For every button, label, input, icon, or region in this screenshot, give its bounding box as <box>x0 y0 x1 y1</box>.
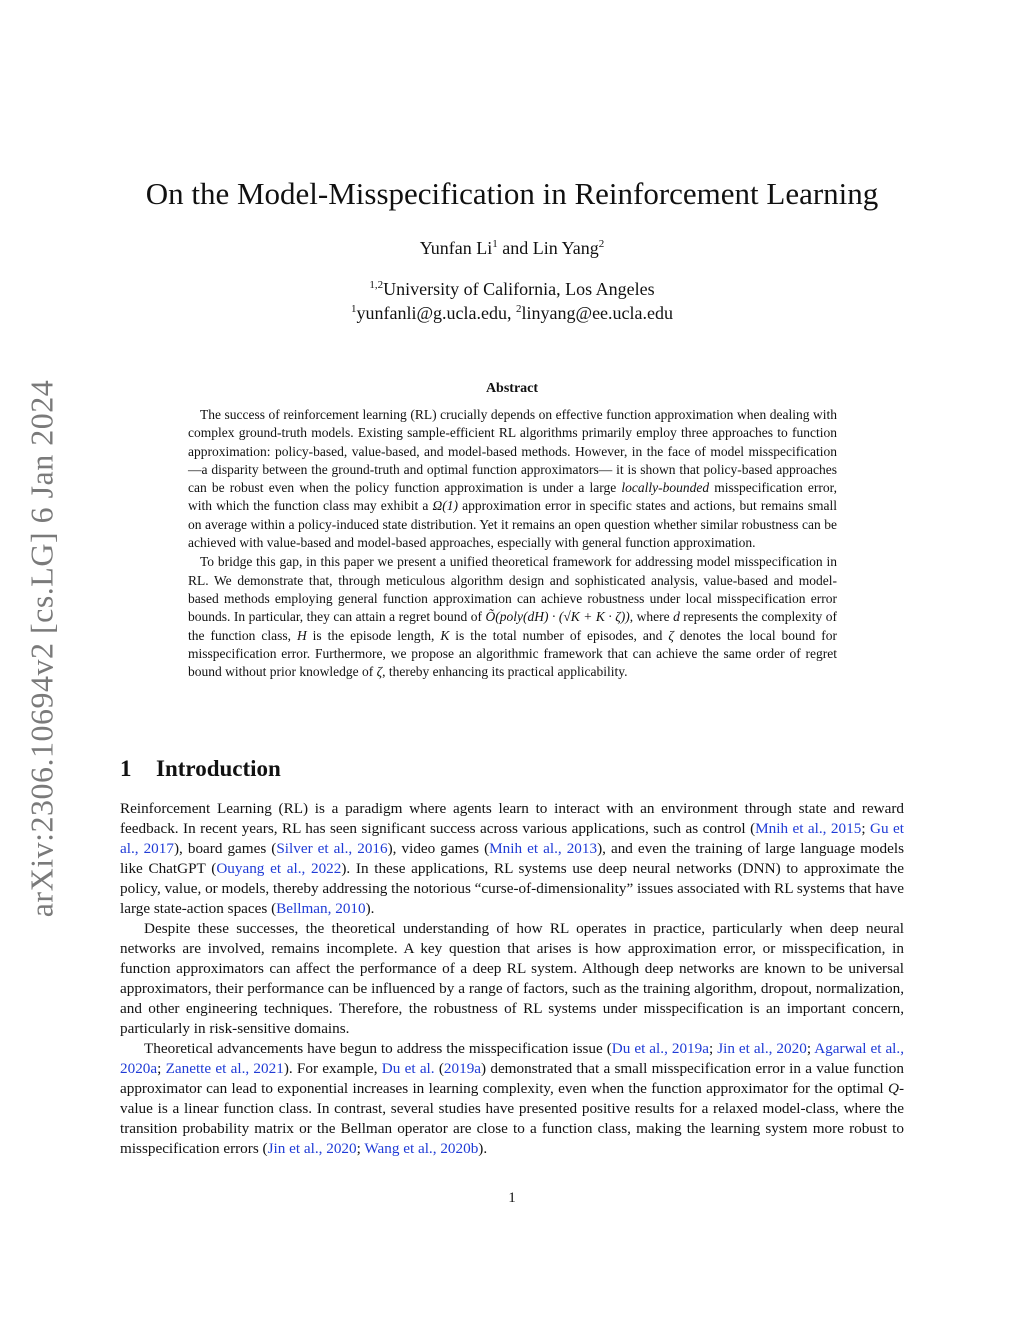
abstract-text: is the total number of episodes, and <box>449 627 669 643</box>
abstract-text: , where <box>629 609 674 625</box>
body-text: ). For example, <box>283 1060 382 1077</box>
body-text: ; <box>356 1140 365 1157</box>
body-text: ). <box>365 900 375 917</box>
abstract-body <box>188 406 837 681</box>
page-number: 1 <box>508 1190 516 1206</box>
author-1: Yunfan Li <box>419 238 493 258</box>
section-number: 1 <box>120 756 132 781</box>
affiliation-name: University of California, Los Angeles <box>383 279 655 299</box>
introduction-body <box>120 799 904 1159</box>
affiliation-sup: 1,2 <box>369 279 384 291</box>
math-regret-bound: Õ(poly(dH) · (√K + K · ζ)) <box>485 609 630 625</box>
authors-and: and <box>497 238 533 258</box>
abstract-text: To bridge this gap, in this paper we present a unified theoretical framework for addressing model misspecification in RL. We demonstrate that, through meticulous algorithm design and sophisticated analysis, value-based and model-based methods employing general function approximation can achieve robustness under local misspecification error bounds. In particular, they can attain a regret bound of <box>188 554 837 625</box>
affiliation <box>0 277 1024 325</box>
citation-link[interactable]: 2019a <box>443 1060 482 1077</box>
abstract-text: approximation error in specific states and actions, but remains small on average within a policy-induced state distribution. Yet it remains an open question whether similar robustness can be achieved with value-based and model-based approaches, especially with general function approximation. <box>188 498 837 551</box>
citation-link[interactable]: Mnih et al., 2015 <box>755 820 862 837</box>
body-text: ) demonstrated that a small misspecification error in a value function approximator can lead to exponential increases in learning complexity, even when the function approximator for the optimal <box>120 1060 904 1097</box>
abstract-text: represents the complexity of the function class, <box>188 609 837 643</box>
body-text: ( <box>434 1060 444 1077</box>
math-q: Q <box>887 1080 899 1097</box>
authors <box>0 238 1024 259</box>
body-text: ), video games ( <box>387 840 490 857</box>
section-heading-introduction <box>120 756 281 782</box>
math-zeta: ζ <box>668 627 674 643</box>
body-text: Theoretical advancements have begun to address the misspecification issue ( <box>144 1040 612 1057</box>
citation-link[interactable]: Mnih et al., 2013 <box>489 840 598 857</box>
citation-link[interactable]: Du et al. <box>381 1060 435 1077</box>
abstract-text: denotes the local bound for misspecification error. Furthermore, we propose an algorithmic framework that can achieve the same order of regret bound without prior knowledge of <box>188 627 837 680</box>
abstract-paragraph-2 <box>188 553 837 681</box>
abstract-paragraph-1 <box>188 406 837 552</box>
citation-link[interactable]: Bellman, 2010 <box>276 900 366 917</box>
abstract-emphasis: locally-bounded <box>621 480 710 496</box>
citation-link[interactable]: Silver et al., 2016 <box>276 840 388 857</box>
author-2: Lin Yang <box>532 238 599 258</box>
email-2-sup: 2 <box>516 303 522 315</box>
citation-link[interactable]: Ouyang et al., 2022 <box>216 860 342 877</box>
section-title: Introduction <box>156 756 281 781</box>
math-omega: Ω(1) <box>432 498 458 514</box>
intro-paragraph-3 <box>120 1039 904 1159</box>
paper-title: On the Model-Misspecification in Reinforcement Learning <box>145 176 879 211</box>
math-k: K <box>440 627 450 643</box>
abstract-text: misspecification error, with which the function class may exhibit a <box>188 480 837 514</box>
body-text: ; <box>861 820 870 837</box>
body-text: ). <box>478 1140 488 1157</box>
intro-paragraph-1 <box>120 799 904 919</box>
citation-link[interactable]: Wang et al., 2020b <box>364 1140 479 1157</box>
abstract-text: The success of reinforcement learning (RL) crucially depends on effective function approximation when dealing with complex ground-truth models. Existing sample-efficient RL algorithms primarily employ three approaches to function approximation: policy-based, value-based, and model-based methods. However, in the face of model misspecification—a disparity between the ground-truth and optimal function approximators— it is shown that policy-based approaches can be robust even when the policy function approximation is under a large <box>188 407 837 496</box>
body-text: -value is a linear function class. In contrast, several studies have presented positive results for a relaxed model-class, where the transition probability matrix or the Bellman operator are close to a function class, making the learning system more robust to misspecification errors ( <box>120 1080 904 1157</box>
abstract-text: is the episode length, <box>306 627 441 643</box>
citation-link[interactable]: Du et al., 2019a <box>611 1040 709 1057</box>
citation-link[interactable]: Jin et al., 2020 <box>717 1040 807 1057</box>
citation-link[interactable]: Agarwal et al., 2020a <box>120 1040 904 1077</box>
body-text: ), board games ( <box>173 840 277 857</box>
body-text: ). In these applications, RL systems use deep neural networks (DNN) to approximate the policy, value, or models, thereby addressing the notorious “curse-of-dimensionality” issues associated with RL systems that have large state-action spaces ( <box>120 860 904 917</box>
citation-link[interactable]: Zanette et al., 2021 <box>165 1060 284 1077</box>
abstract-text: , thereby enhancing its practical applicability. <box>382 664 628 680</box>
author-1-sup: 1 <box>492 238 498 250</box>
math-zeta: ζ <box>376 664 383 680</box>
body-text: Reinforcement Learning (RL) is a paradigm where agents learn to interact with an environment through state and reward feedback. In recent years, RL has seen significant success across various applications, such as control ( <box>120 800 904 837</box>
citation-link[interactable]: Jin et al., 2020 <box>267 1140 357 1157</box>
body-text: ; <box>806 1040 815 1057</box>
abstract-heading: Abstract <box>485 381 539 396</box>
body-text: ), and even the training of large language models like ChatGPT ( <box>120 840 904 877</box>
body-text: ; <box>708 1040 718 1057</box>
math-h: H <box>296 627 307 643</box>
body-text: ; <box>157 1060 166 1077</box>
email-1[interactable]: yunfanli@g.ucla.edu, <box>356 303 516 323</box>
citation-link[interactable]: Gu et al., 2017 <box>120 820 904 857</box>
intro-paragraph-2: Despite these successes, the theoretical understanding of how RL operates in practice, particularly when deep neural networks are involved, remains incomplete. A key question that arises is how approximation error, or misspecification, in function approximators can affect the performance of a deep RL system. Although deep networks are known to be universal approximators, their performance can be influenced by a range of factors, such as the training algorithm, dropout, normalization, and other engineering techniques. Therefore, the robustness of RL systems under misspecification is an important concern, particularly in risk-sensitive domains. <box>120 920 904 1037</box>
arxiv-stamp: arXiv:2306.10694v2 [cs.LG] 6 Jan 2024 <box>23 379 60 918</box>
email-2[interactable]: linyang@ee.ucla.edu <box>521 303 674 323</box>
author-2-sup: 2 <box>598 238 605 250</box>
email-1-sup: 1 <box>350 303 357 315</box>
math-d: d <box>673 609 680 625</box>
